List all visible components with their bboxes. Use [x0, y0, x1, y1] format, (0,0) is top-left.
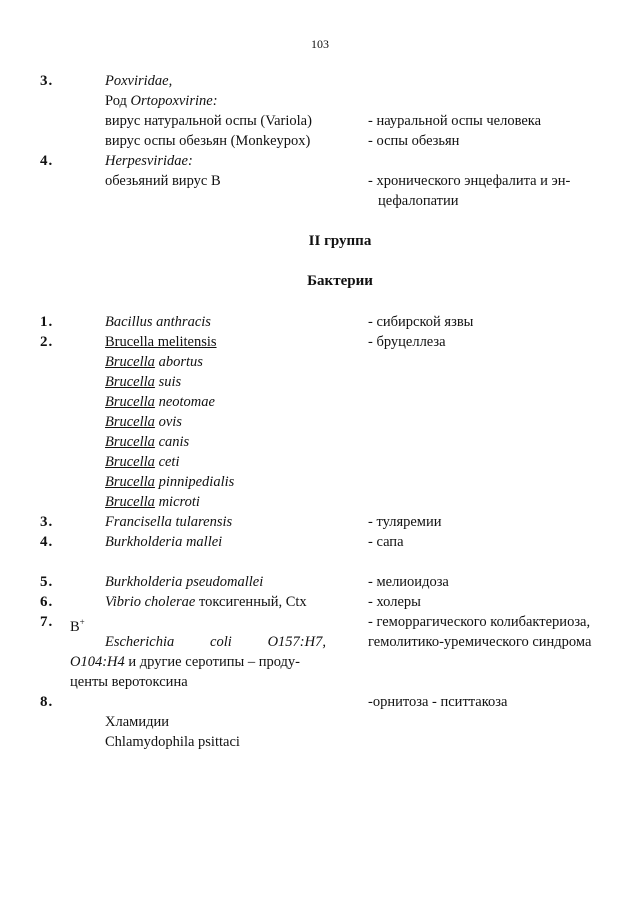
bacteria-name: Chlamydophila psittaci — [105, 734, 240, 750]
genus-name: Brucella — [105, 414, 155, 430]
disease-description: - геморрагического колибактериоза, — [368, 614, 591, 630]
bacteria-name: Burkholderia mallei — [105, 534, 223, 550]
item-number: 8. — [40, 694, 54, 710]
item-number: 7. — [40, 614, 54, 630]
bacteria-name-continued — [70, 653, 300, 671]
genus-name: Brucella — [105, 374, 155, 390]
brucella-species — [105, 413, 182, 431]
species-name: abortus — [158, 354, 203, 370]
species-name: suis — [158, 374, 182, 390]
virus-family: Poxviridae, — [105, 73, 173, 89]
species-name: ceti — [158, 454, 180, 470]
group-heading: II группа — [308, 233, 372, 249]
genus-name: Brucella — [105, 494, 155, 510]
disease-description-continued: цефалопатии — [378, 193, 459, 209]
item-number: 6. — [40, 594, 54, 610]
mark-superscript: + — [79, 617, 85, 627]
species-name: canis — [158, 434, 190, 450]
serotype: O157:H7, — [267, 634, 326, 650]
genus-name: Escherichia — [105, 634, 175, 650]
genus-prefix: Род — [105, 93, 131, 109]
bacteria-name: Brucella melitensis — [105, 334, 217, 350]
virus-name: вирус натуральной оспы (Variola) — [105, 113, 312, 129]
genus-name: Brucella — [105, 394, 155, 410]
disease-description-continued: гемолитико-уремического синдрома — [368, 634, 592, 650]
mark-letter: B — [70, 618, 80, 635]
brucella-species — [105, 473, 234, 491]
genus-name: Brucella — [105, 354, 155, 370]
brucella-species — [105, 373, 181, 391]
species-name: pinnipedialis — [158, 474, 235, 490]
disease-description: - хронического энцефалита и эн- — [368, 173, 571, 189]
species-name: microti — [158, 494, 200, 510]
disease-description: - мелиоидоза — [368, 574, 449, 590]
virus-name: вирус оспы обезьян (Monkeypox) — [105, 133, 311, 149]
disease-description: - науральной оспы человека — [368, 113, 542, 129]
virus-name: обезьяний вирус В — [105, 173, 221, 189]
item-number: 4. — [40, 153, 54, 169]
item-number: 1. — [40, 314, 54, 330]
item-number: 2. — [40, 334, 54, 350]
virus-genus-line — [105, 92, 218, 110]
serotype: O104:H4 — [70, 654, 125, 670]
genus-name: Brucella — [105, 474, 155, 490]
item-number: 3. — [40, 73, 54, 89]
genus-name: Brucella — [105, 434, 155, 450]
disease-description: - туляремии — [368, 514, 442, 530]
brucella-species — [105, 433, 189, 451]
bacteria-name-continued: центы веротоксина — [70, 674, 188, 690]
brucella-species — [105, 453, 180, 471]
species-name: neotomae — [158, 394, 215, 410]
disease-description: - оспы обезьян — [368, 133, 460, 149]
bacteria-name-italic: Vibrio cholerae — [105, 594, 196, 610]
disease-description: -орнитоза - пситтакоза — [368, 694, 508, 710]
bacteria-name: Bacillus anthracis — [105, 314, 211, 330]
disease-description: - холеры — [368, 594, 421, 610]
brucella-species — [105, 393, 215, 411]
bacteria-name — [105, 633, 326, 651]
virus-family: Herpesviridae: — [105, 153, 193, 169]
genus-name: Brucella — [105, 454, 155, 470]
section-heading: Бактерии — [307, 273, 373, 289]
disease-description: - сибирской язвы — [368, 314, 474, 330]
bacteria-name-rest: токсигенный, Ctx — [195, 594, 307, 610]
bacteria-group: Хламидии — [105, 714, 169, 730]
page-number: 103 — [311, 37, 329, 51]
bacteria-name: Francisella tularensis — [105, 514, 233, 530]
disease-description: - бруцеллеза — [368, 334, 446, 350]
item-number: 4. — [40, 534, 54, 550]
species-name: ovis — [158, 414, 182, 430]
item-number: 5. — [40, 574, 54, 590]
genus-name: Ortopoxvirine: — [130, 93, 218, 109]
bacteria-name: Burkholderia pseudomallei — [105, 574, 264, 590]
bacteria-name — [105, 593, 307, 611]
disease-description: - сапа — [368, 534, 404, 550]
serotype-rest: и другие серотипы – проду- — [124, 654, 300, 670]
item-number: 3. — [40, 514, 54, 530]
brucella-species — [105, 353, 203, 371]
bacteria-mark — [70, 613, 85, 636]
species-name: coli — [210, 634, 232, 650]
brucella-species — [105, 493, 200, 511]
